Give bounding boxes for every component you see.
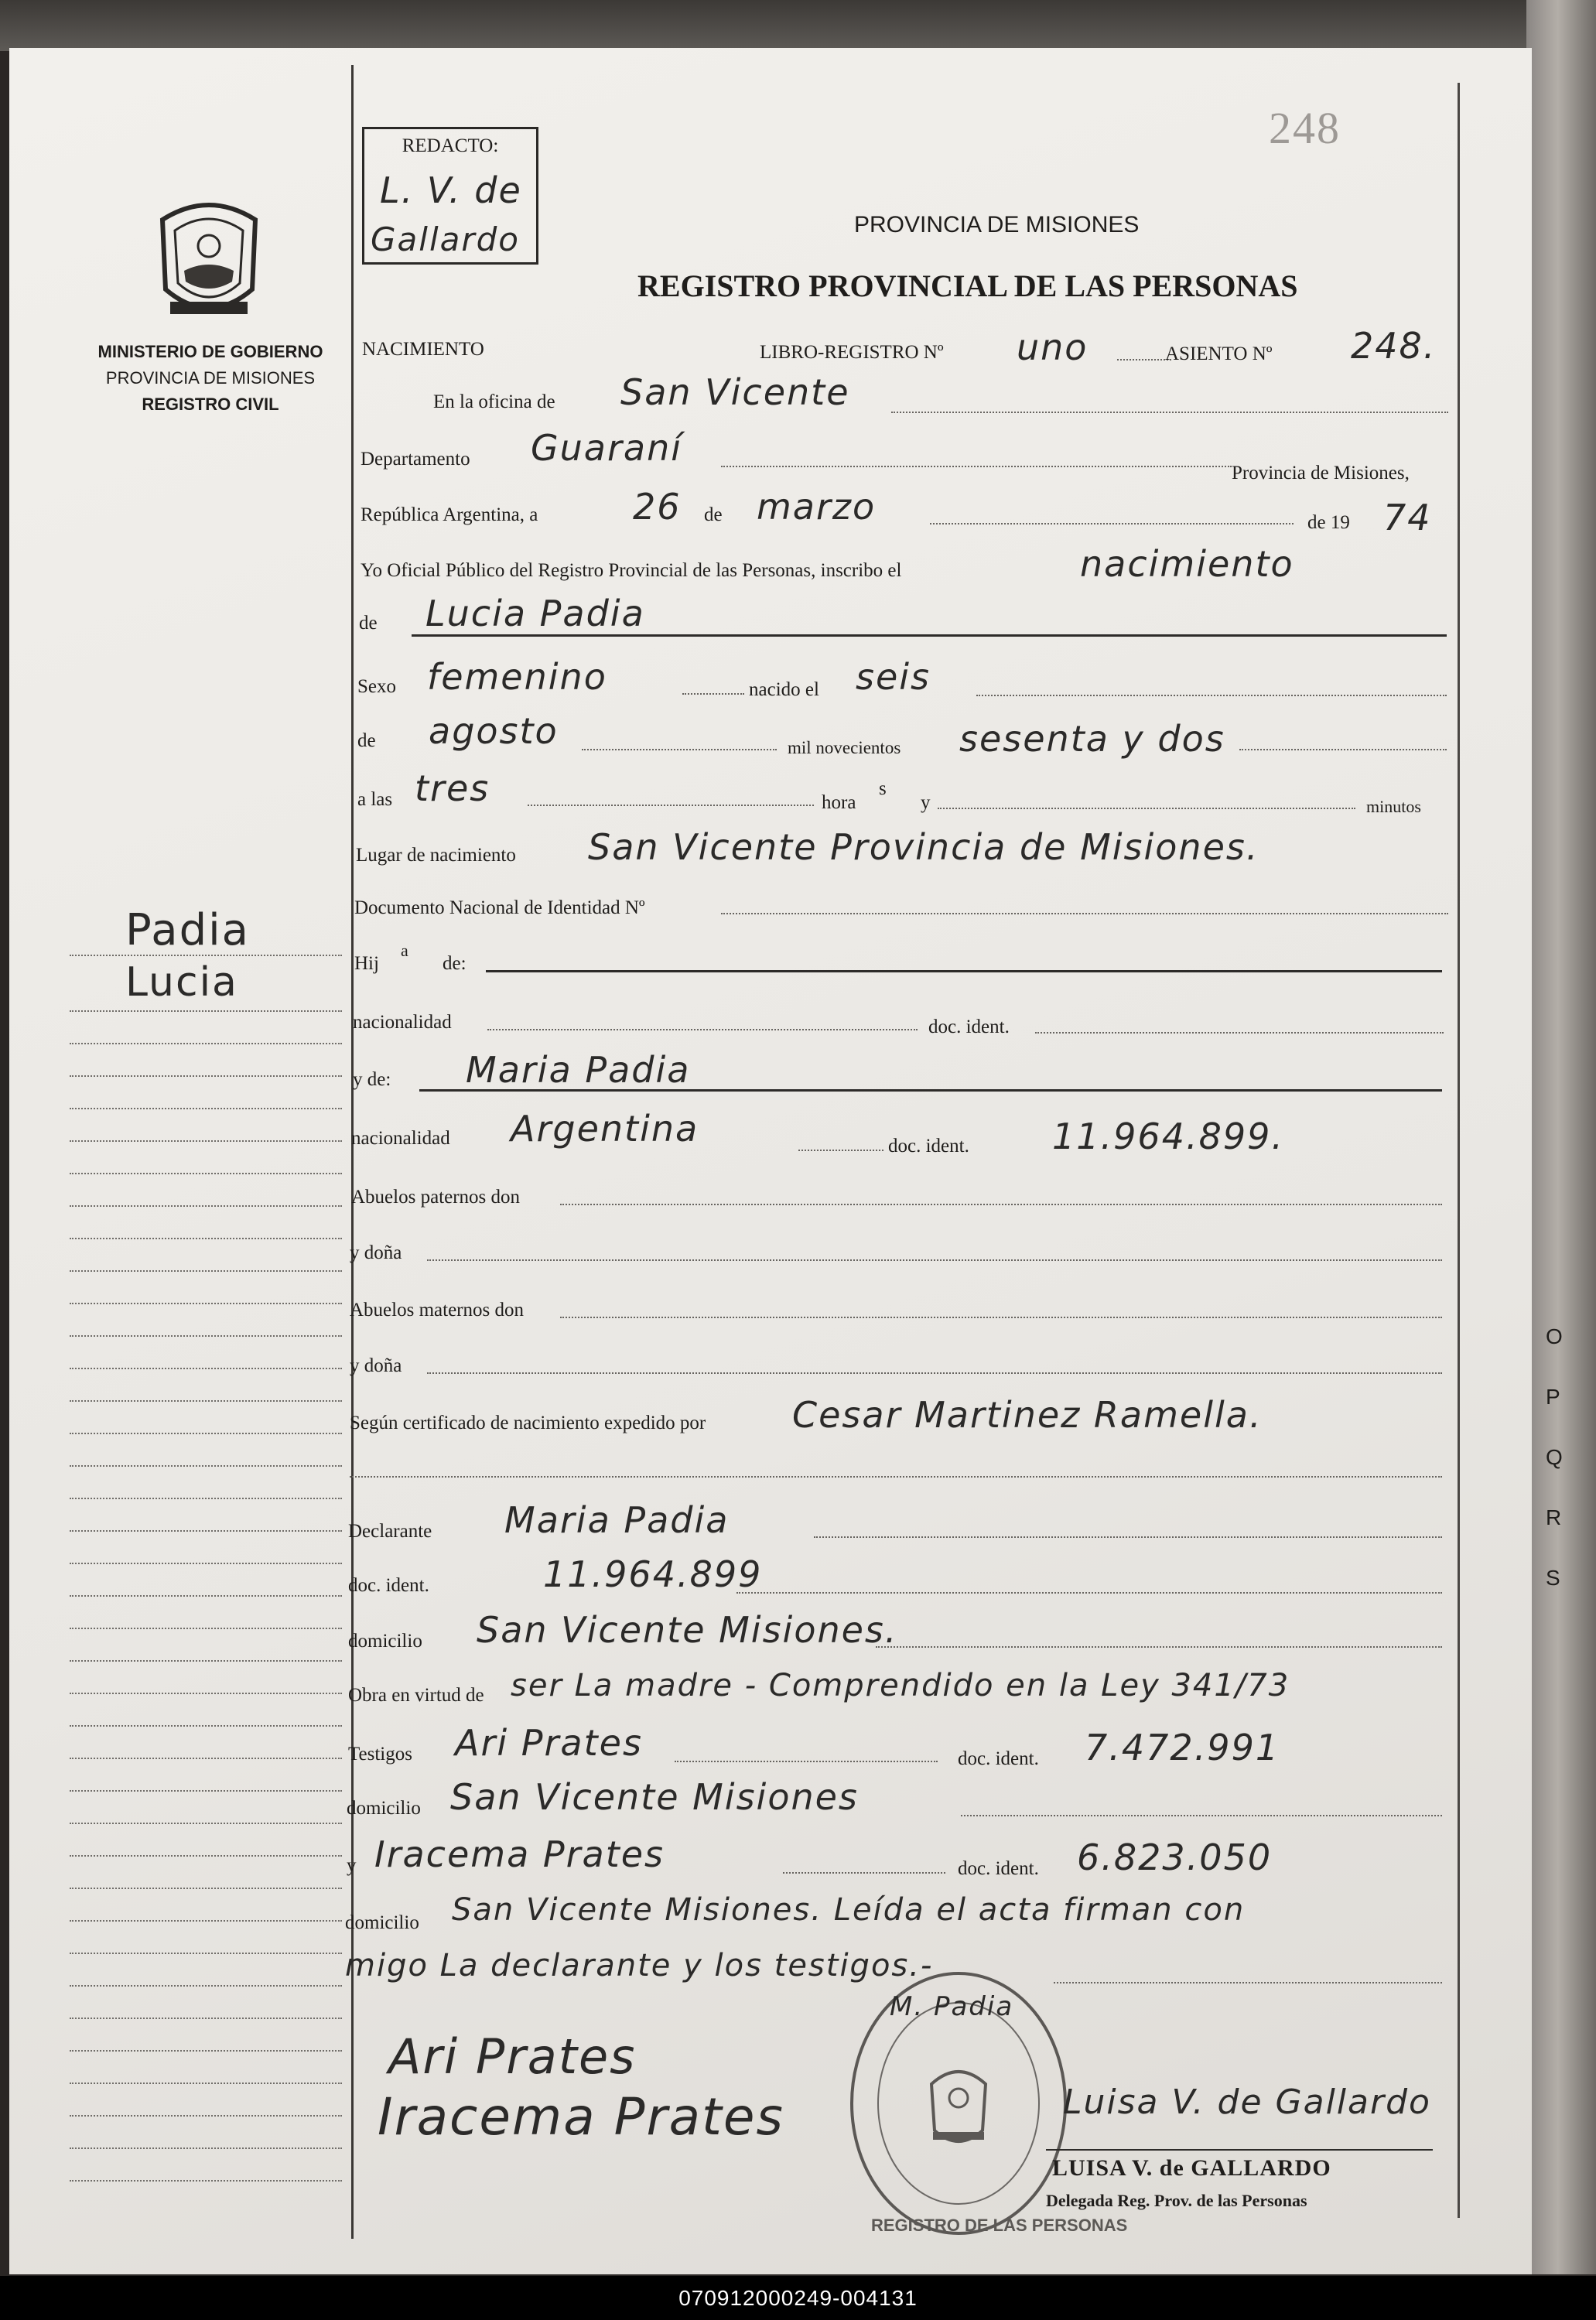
departamento-label: Departamento — [361, 449, 470, 470]
y-label: y — [921, 792, 931, 813]
margin-note-surname: Padia — [125, 905, 250, 955]
redacto-hand-2: Gallardo — [371, 220, 520, 258]
dom-t1-label: domicilio — [347, 1798, 421, 1819]
mes-nac-value: agosto — [429, 710, 559, 752]
de2-label: de — [357, 730, 376, 751]
alas-label: a las — [357, 789, 393, 810]
continuation-value: migo La declarante y los testigos.- — [345, 1948, 934, 1983]
madre-value: Maria Padia — [466, 1049, 691, 1091]
doc-decl-label: doc. ident. — [348, 1575, 429, 1596]
oficina-label: En la oficina de — [433, 391, 555, 412]
y-dona-1-label: y doña — [350, 1242, 402, 1263]
abuelos-paternos-label: Abuelos paternos don — [351, 1187, 521, 1208]
libro-value: uno — [1017, 326, 1088, 368]
testigos-label: Testigos — [348, 1744, 412, 1765]
anio-nac-value: sesenta y dos — [959, 718, 1225, 760]
domicilio-value: San Vicente Misiones. — [477, 1609, 898, 1651]
nacionalidad2-value: Argentina — [511, 1108, 699, 1150]
footer-code: 070912000249-004131 — [0, 2276, 1596, 2320]
domicilio-label: domicilio — [348, 1631, 422, 1652]
inscribo-value: nacimiento — [1080, 543, 1294, 585]
y-dona-2-label: y doña — [350, 1355, 402, 1376]
asiento-label: ASIENTO Nº — [1165, 343, 1273, 364]
testigo2-value: Iracema Prates — [374, 1833, 665, 1875]
republica-label: República Argentina, a — [361, 504, 538, 525]
binder-top — [0, 0, 1596, 51]
redacto-hand-1: L. V. de — [380, 169, 522, 211]
testigo1-value: Ari Prates — [455, 1722, 643, 1764]
document-page — [9, 48, 1532, 2274]
nacionalidad-label: nacionalidad — [353, 1012, 452, 1033]
lugar-label: Lugar de nacimiento — [356, 845, 516, 866]
asiento-value: 248. — [1351, 325, 1437, 367]
departamento-value: Guaraní — [531, 427, 683, 469]
yde-label: y de: — [353, 1069, 391, 1090]
hora-suffix: s — [879, 778, 887, 799]
sexo-value: femenino — [427, 656, 607, 698]
redacto-box — [362, 127, 538, 265]
minutos-label: minutos — [1366, 797, 1421, 816]
nacionalidad2-label: nacionalidad — [351, 1128, 450, 1149]
dom-t2-value: San Vicente Misiones. Leída el acta firman con — [452, 1892, 1246, 1928]
anio-label: de 19 — [1307, 512, 1350, 533]
doc-t1-value: 7.472.991 — [1085, 1727, 1280, 1768]
anio-value: 74 — [1383, 497, 1432, 538]
folio-number: 248 — [1269, 103, 1341, 153]
nombre-value: Lucia Padia — [425, 593, 645, 634]
hij-label: Hij — [354, 953, 379, 974]
mes-value: marzo — [757, 486, 877, 528]
province-title: PROVINCIA DE MISIONES — [854, 212, 1140, 237]
witness1-signature: Ari Prates — [388, 2028, 637, 2085]
yo-oficial-text: Yo Oficial Público del Registro Provincial de las Personas, inscribo el — [361, 560, 902, 581]
ministry-line2: PROVINCIA DE MISIONES — [105, 368, 316, 388]
doc-ident2-value: 11.964.899. — [1052, 1116, 1284, 1157]
redacto-label: REDACTO: — [402, 135, 499, 156]
official-signature: Luisa V. de Gallardo — [1063, 2083, 1431, 2122]
ministry-line3: REGISTRO CIVIL — [142, 395, 279, 414]
lugar-value: San Vicente Provincia de Misiones. — [588, 826, 1259, 868]
provincia-label: Provincia de Misiones, — [1232, 463, 1410, 483]
mil-label: mil novecientos — [788, 738, 901, 757]
sexo-label: Sexo — [357, 676, 396, 697]
dom-t1-value: San Vicente Misiones — [450, 1776, 859, 1818]
binder-edge — [1526, 0, 1596, 2274]
doc-t1-label: doc. ident. — [958, 1748, 1039, 1769]
y-t2-label: y — [347, 1855, 357, 1876]
doc-ident-label: doc. ident. — [928, 1016, 1010, 1037]
margin-note-name: Lucia — [125, 959, 238, 1006]
hora-label: hora — [822, 792, 856, 813]
index-letter-o: O — [1546, 1324, 1563, 1348]
seal-text: REGISTRO DE LAS PERSONAS — [871, 2216, 1128, 2235]
registry-title: REGISTRO PROVINCIAL DE LAS PERSONAS — [637, 268, 1298, 303]
dom-t2-label: domicilio — [345, 1912, 419, 1933]
doc-t2-value: 6.823.050 — [1077, 1837, 1273, 1878]
doc-t2-label: doc. ident. — [958, 1858, 1039, 1879]
index-letter-p: P — [1546, 1385, 1560, 1409]
ministry-header — [71, 339, 350, 418]
de-label: de — [704, 504, 723, 525]
declarante-label: Declarante — [348, 1521, 432, 1542]
official-title: Delegada Reg. Prov. de las Personas — [1046, 2191, 1307, 2210]
dia-value: 26 — [633, 486, 682, 528]
nacido-value: seis — [856, 656, 931, 698]
index-letter-r: R — [1546, 1505, 1562, 1529]
obra-label: Obra en virtud de — [348, 1685, 484, 1706]
oficina-value: San Vicente — [620, 371, 850, 413]
declarant-signature: M. Padia — [890, 1991, 1014, 2022]
dni-label: Documento Nacional de Identidad Nº — [354, 897, 645, 918]
segun-label: Según certificado de nacimiento expedido por — [350, 1413, 706, 1433]
libro-label: LIBRO-REGISTRO Nº — [760, 342, 944, 363]
record-type: NACIMIENTO — [362, 339, 484, 360]
coat-of-arms-icon — [155, 196, 263, 326]
index-letter-q: Q — [1546, 1445, 1563, 1469]
abuelos-maternos-label: Abuelos maternos don — [350, 1300, 524, 1321]
hij-suffix: a — [401, 941, 408, 960]
ministry-line1: MINISTERIO DE GOBIERNO — [97, 342, 323, 361]
index-letter-s: S — [1546, 1566, 1560, 1590]
segun-value: Cesar Martinez Ramella. — [792, 1394, 1263, 1436]
doc-ident2-label: doc. ident. — [888, 1136, 969, 1157]
de-short-label: de — [359, 613, 378, 634]
obra-value: ser La madre - Comprendido en la Ley 341/73 — [511, 1668, 1290, 1703]
hij-de-label: de: — [443, 953, 466, 974]
nacido-label: nacido el — [749, 679, 819, 700]
official-name: LUISA V. de GALLARDO — [1052, 2155, 1331, 2181]
hora-value: tres — [415, 767, 490, 809]
right-rule — [1458, 83, 1460, 2218]
doc-decl-value: 11.964.899 — [543, 1553, 763, 1595]
witness2-signature: Iracema Prates — [378, 2087, 784, 2147]
declarante-value: Maria Padia — [504, 1499, 730, 1541]
